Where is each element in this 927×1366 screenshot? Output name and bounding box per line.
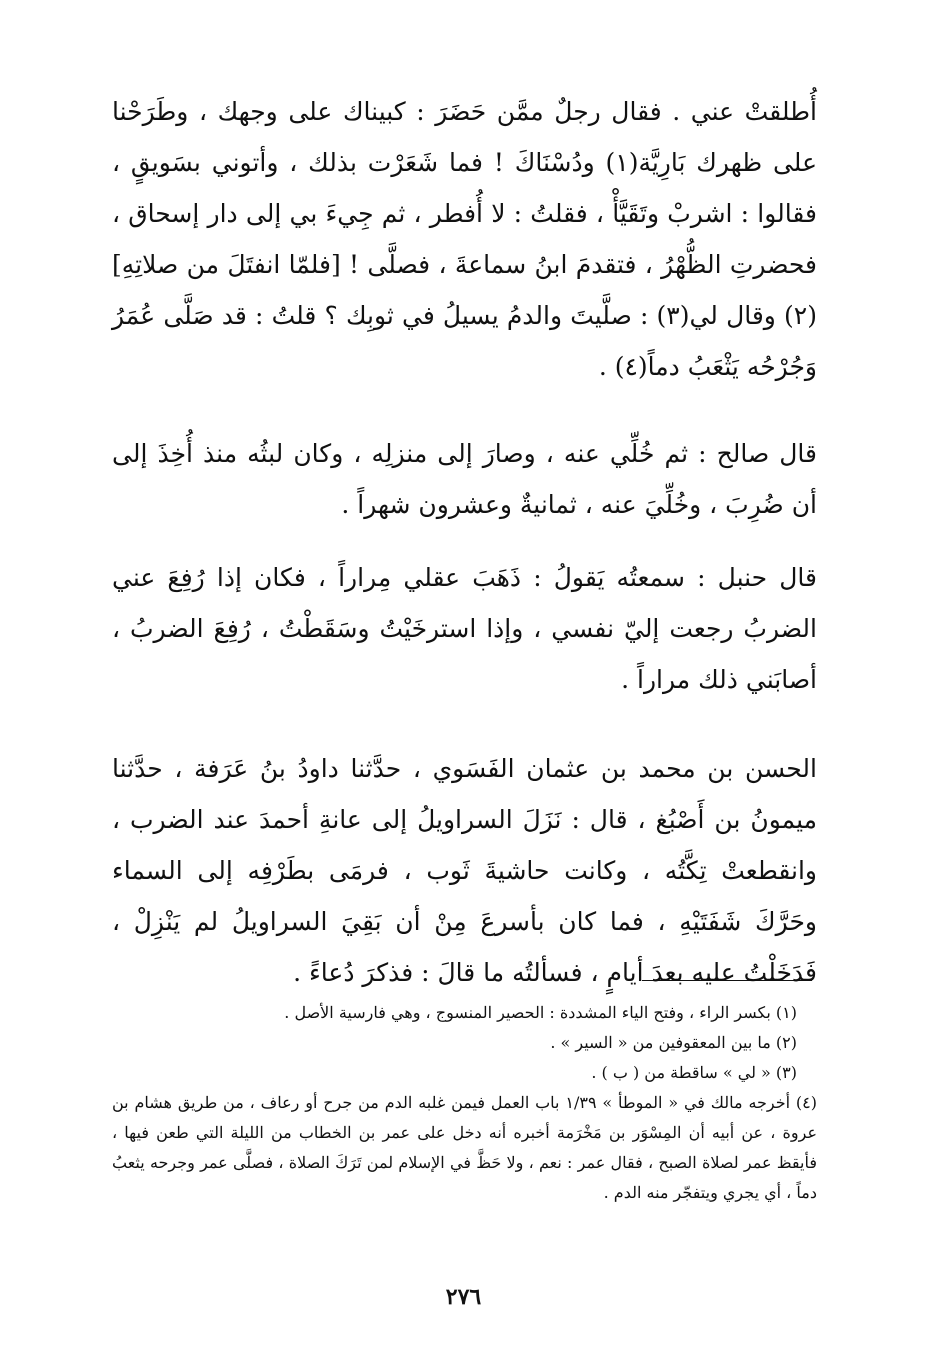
footnote-1: (١) بكسر الراء ، وفتح الياء المشددة : الحصير المنسوج ، وهي فارسية الأصل . xyxy=(284,1003,797,1022)
footnote-divider xyxy=(642,980,812,981)
page-number: ٢٧٦ xyxy=(445,1284,482,1310)
footnotes xyxy=(112,998,817,1208)
paragraph-2: قال صالح : ثم خُلِّي عنه ، وصارَ إلى منزلِه ، وكان لبثُه منذ أُخِذَ إلى أن ضُرِبَ ، وخُلِّيَ عنه ، ثمانيةٌ وعشرون شهراً . xyxy=(112,439,817,519)
footnote-4: (٤) أخرجه مالك في « الموطأ » ١/٣٩ باب العمل فيمن غلبه الدم من جرح أو رعاف ، من طريق هشام بن عروة ، عن أبيه أن المِسْوَر بن مَخْرَمة أخبره أنه دخل على عمر بن الخطاب من الليلة التي طعن فيها ، فأيقظ عمر لصلاة الصبح ، فقال عمر : نعم ، ولا حَظَّ في الإسلام لمن تَرَكَ الصلاة ، فصلَّى عمر وجرحه يثعبُ دماً ، أي يجري ويتفجّر منه الدم . xyxy=(112,1093,818,1202)
footnote-3: (٣) « لي » ساقطة من ( ب ) . xyxy=(591,1063,797,1082)
main-text xyxy=(112,86,817,998)
paragraph-1: أُطلقتْ عني . فقال رجلٌ ممَّن حَضَرَ : كبيناك على وجهك ، وطَرَحْنا على ظهرك بَارِيَّة(١) ودُسْنَاكَ ! فما شَعَرْت بذلك ، وأتوني بسَويقٍ ، فقالوا : اشربْ وتَقَيَّأْ ، فقلتُ : لا أُفطر ، ثم جِيءَ بي إلى دار إسحاق ، فحضرتِ الظُّهْرُ ، فتقدمَ ابنُ سماعةَ ، فصلَّى ! [فلمّا انفتَلَ من صلاتِهِ](٢) وقال لي(٣) : صلَّيتَ والدمُ يسيلُ في ثوبِك ؟ قلتُ : قد صَلَّى عُمَرُ وَجُرْحُه يَثْعَبُ دماً(٤) . xyxy=(112,97,817,381)
paragraph-3: قال حنبل : سمعتُه يَقولُ : ذَهَبَ عقلي مِراراً ، فكان إذا رُفِعَ عني الضربُ رجعت إليّ نفسي ، وإذا استرخَيْتُ وسَقَطْتُ ، رُفِعَ الضربُ ، أصابَني ذلك مراراً . xyxy=(112,563,817,694)
paragraph-4: الحسن بن محمد بن عثمان الفَسَوي ، حدَّثنا داودُ بنُ عَرَفة ، حدَّثنا ميمونُ بن أَصْبُغ ، قال : نَزَلَ السراويلُ إلى عانةِ أحمدَ عند الضرب ، وانقطعتْ تِكَّتُه ، وكانت حاشيةَ ثَوب ، فرمَى بطَرْفِه إلى السماء وحَرَّكَ شَفَتَيْهِ ، فما كان بأسرعَ مِنْ أن بَقِيَ السراويلُ لم يَنْزِلْ ، فَدَخَلْتُ عليه بعدَ أيامٍ ، فسألتُه ما قالَ : فذكرَ دُعاءً . xyxy=(112,754,817,987)
footnote-2: (٢) ما بين المعقوفين من « السير » . xyxy=(550,1033,797,1052)
